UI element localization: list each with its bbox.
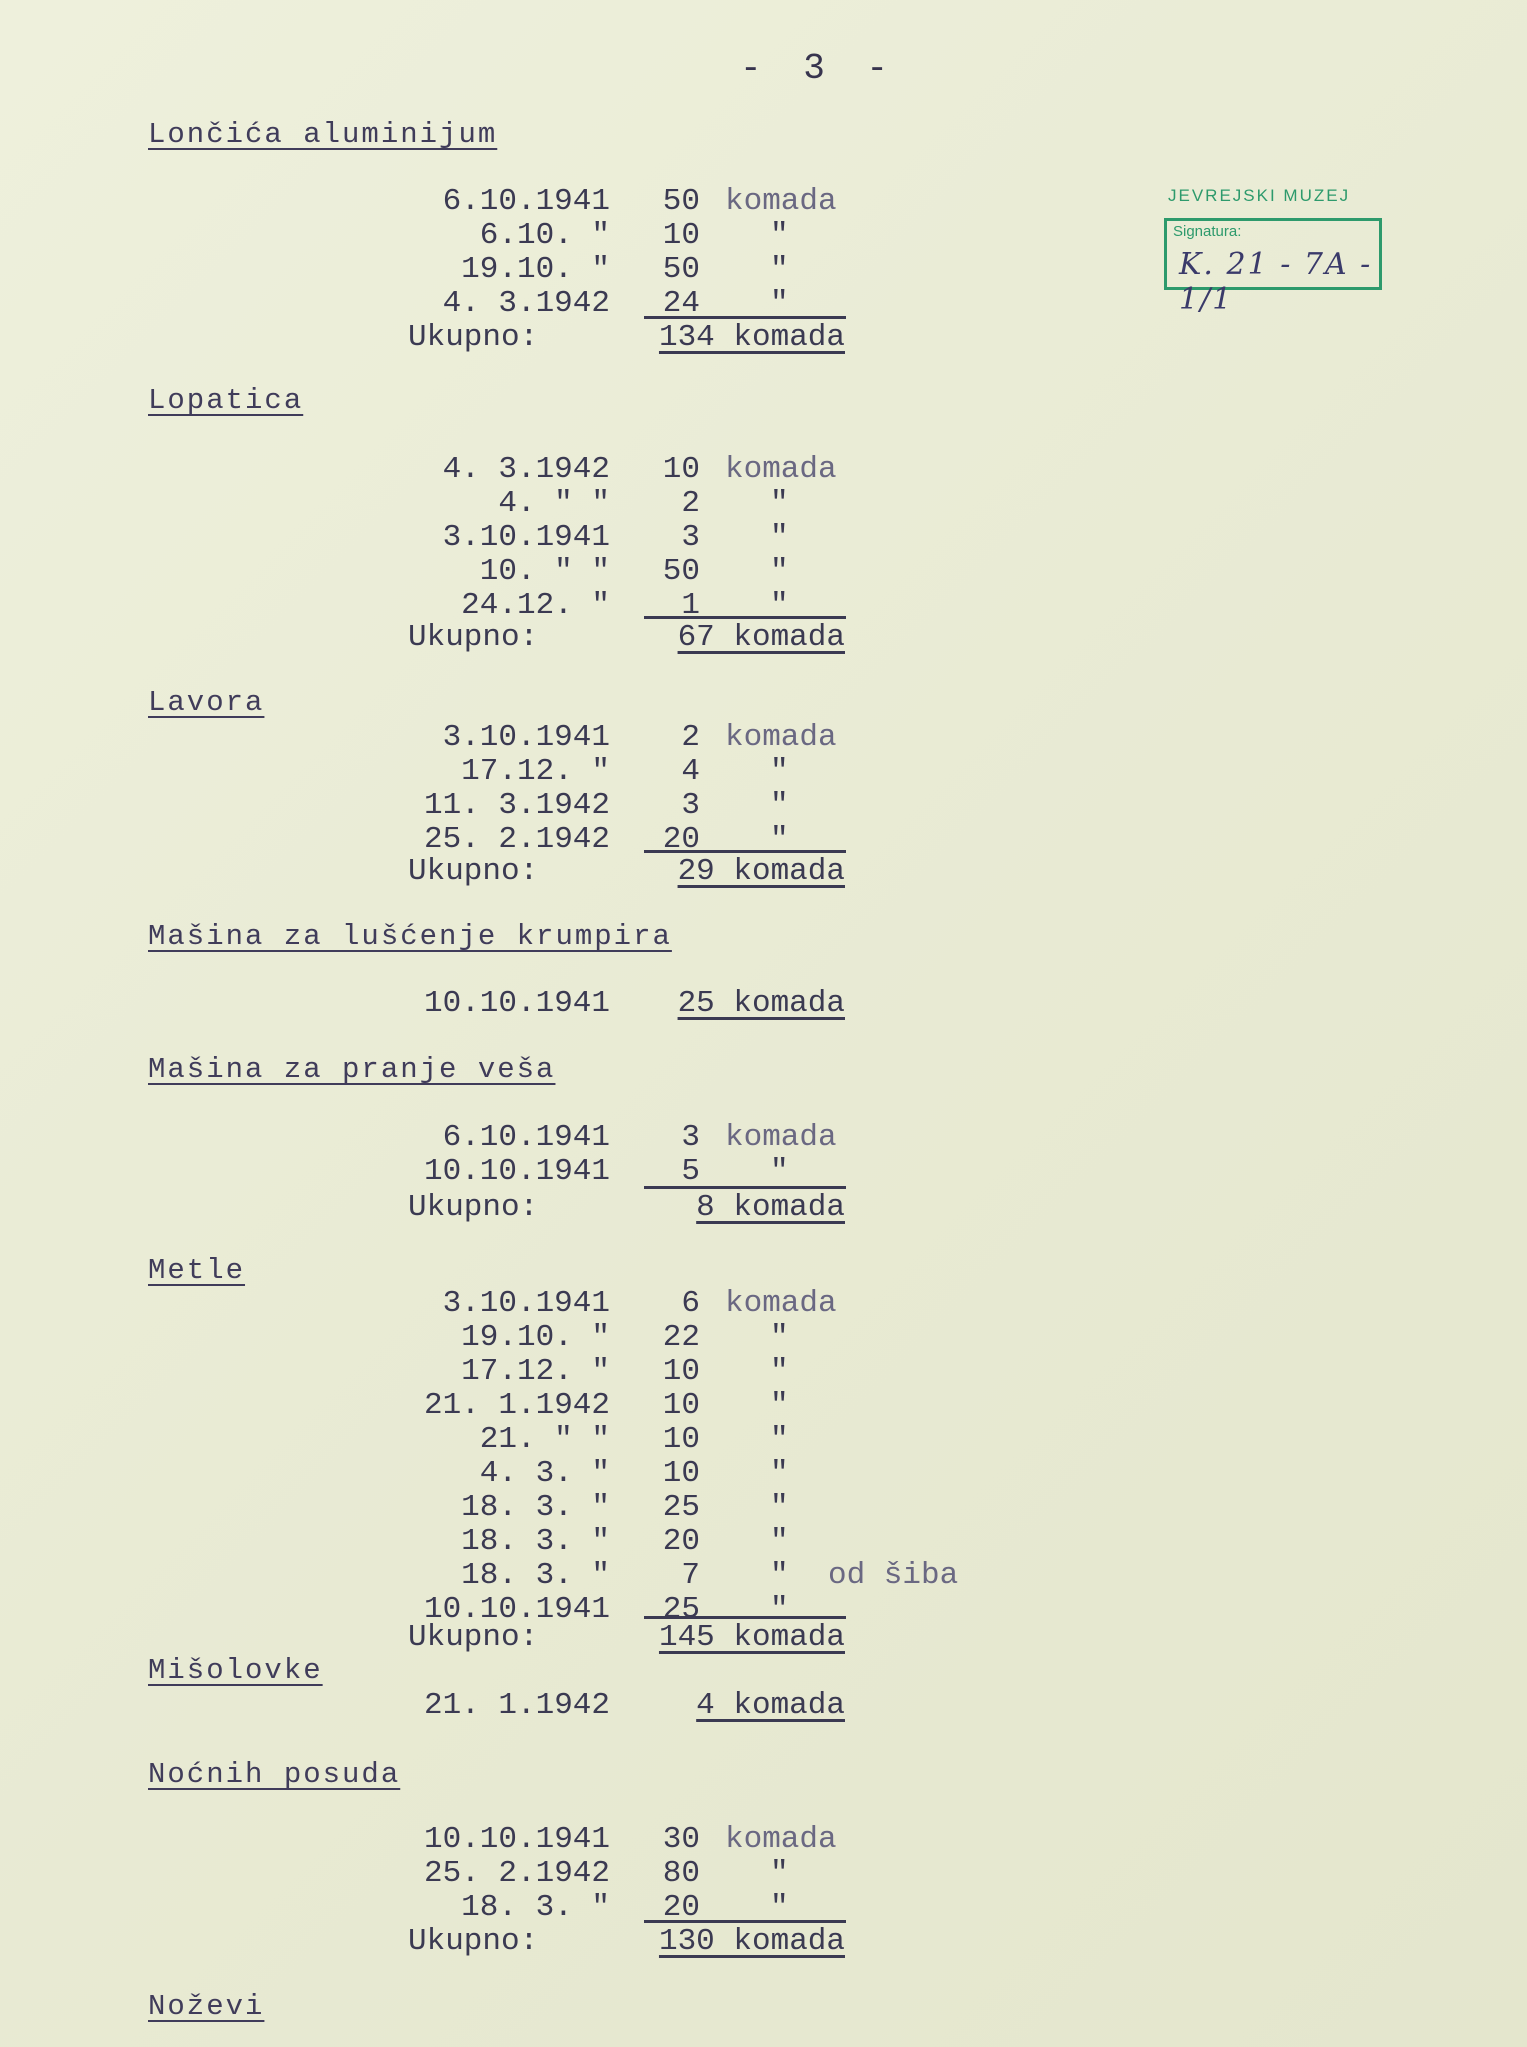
entry-row [0,1120,900,1155]
entry-unit: " [770,1154,789,1189]
sum-line [644,616,846,619]
entry-quantity: 2 [681,486,700,521]
entry-row [0,1154,900,1189]
entry-date: 21. " " [479,1422,610,1457]
entry-row [0,218,900,253]
entry-unit: " [770,1354,789,1389]
total-value: 130 komada [658,1924,845,1959]
section-heading: Mašina za pranje veša [148,1053,556,1086]
entry-unit: komada [725,452,837,487]
entry-row [0,1856,900,1891]
entry-quantity: 50 [662,252,700,287]
stamp-signature-value: K. 21 - 7A - 1/1 [1179,247,1373,317]
page-number: - 3 - [740,48,899,89]
entry-date: 17.12. " [461,754,610,789]
entry-date: 6.10.1941 [442,184,610,219]
entry-quantity: 10 [662,1354,700,1389]
entry-row [0,486,900,521]
entry-date: 18. 3. " [461,1558,610,1593]
entry-date: 4. 3.1942 [442,452,610,487]
entry-quantity: 24 [662,286,700,321]
entry-quantity: 10 [662,218,700,253]
entry-quantity: 5 [681,1154,700,1189]
entry-quantity: 1 [681,588,700,623]
entry-unit: komada [725,1822,837,1857]
entry-date: 18. 3. " [461,1890,610,1925]
section-heading: Mašina za lušćenje krumpira [148,920,672,953]
entry-unit: komada [725,184,837,219]
entry-row [0,1320,900,1355]
entry-row [0,184,900,219]
entry-date: 4. 3. " [479,1456,610,1491]
entry-date: 21. 1.1942 [423,1388,610,1423]
entry-quantity: 50 [662,184,700,219]
entry-quantity: 20 [662,1890,700,1925]
entry-unit: " [770,754,789,789]
entry-unit: " [770,554,789,589]
entry-row [0,1524,900,1559]
total-value: 67 komada [677,620,845,655]
entry-quantity: 4 [681,754,700,789]
entry-date: 10. " " [479,554,610,589]
section-heading: Lopatica [148,384,304,417]
entry-quantity: 10 [662,1456,700,1491]
archive-stamp [1160,186,1380,317]
section-heading: Lončića aluminijum [148,118,498,151]
total-label: Ukupno: [408,1620,539,1655]
total-row [0,854,900,889]
entry-quantity: 22 [662,1320,700,1355]
sum-line [644,1920,846,1923]
entry-date: 19.10. " [461,252,610,287]
entry-unit: " [770,788,789,823]
entry-quantity: 2 [681,720,700,755]
entry-date: 18. 3. " [461,1490,610,1525]
entry-quantity: 10 [662,1422,700,1457]
entry-unit: " [770,1388,789,1423]
entry-unit: " [770,286,789,321]
total-label: Ukupno: [408,320,539,355]
entry-quantity: 20 [662,1524,700,1559]
total-row [0,320,900,355]
entry-date: 19.10. " [461,1320,610,1355]
total-row [0,620,900,655]
entry-row [0,720,900,755]
entry-total: 4 komada [696,1688,845,1723]
entry-date: 10.10.1941 [423,1592,610,1627]
entry-unit: " [770,1320,789,1355]
total-row [0,1924,900,1959]
entry-date: 11. 3.1942 [423,788,610,823]
total-value: 145 komada [658,1620,845,1655]
sum-line [644,316,846,319]
entry-row [0,520,900,555]
entry-date: 10.10.1941 [423,986,610,1021]
section-heading: Mišolovke [148,1654,323,1687]
total-value: 29 komada [677,854,845,889]
total-value: 8 komada [696,1190,845,1225]
total-value: 134 komada [658,320,845,355]
entry-date: 18. 3. " [461,1524,610,1559]
entry-note: od šiba [828,1558,959,1593]
entry-date: 4. 3.1942 [442,286,610,321]
entry-unit: " [770,520,789,555]
entry-quantity: 10 [662,1388,700,1423]
stamp-museum-name: JEVREJSKI MUZEJ [1168,186,1351,205]
entry-quantity: 80 [662,1856,700,1891]
entry-quantity: 10 [662,452,700,487]
entry-row [0,452,900,487]
entry-unit: " [770,1524,789,1559]
entry-quantity: 25 [662,1490,700,1525]
single-entry-row [0,986,900,1021]
entry-date: 21. 1.1942 [423,1688,610,1723]
entry-quantity: 30 [662,1822,700,1857]
entry-unit: " [770,1422,789,1457]
stamp-label: Signatura: [1173,223,1242,240]
entry-quantity: 3 [681,1120,700,1155]
sum-line [644,1616,846,1619]
sum-line [644,1186,846,1189]
entry-unit: komada [725,1120,837,1155]
total-label: Ukupno: [408,620,539,655]
entry-row [0,1388,900,1423]
entry-date: 4. " " [498,486,610,521]
section-heading: Noževi [148,1990,265,2023]
entry-row [0,1286,900,1321]
total-label: Ukupno: [408,854,539,889]
entry-unit: komada [725,720,837,755]
entry-quantity: 7 [681,1558,700,1593]
entry-unit: " [770,588,789,623]
entry-quantity: 3 [681,520,700,555]
entry-unit: komada [725,1286,837,1321]
entry-row [0,286,900,321]
sum-line [644,850,846,853]
total-label: Ukupno: [408,1924,539,1959]
entry-row [0,554,900,589]
entry-unit: " [770,218,789,253]
total-row [0,1620,900,1655]
entry-date: 17.12. " [461,1354,610,1389]
total-label: Ukupno: [408,1190,539,1225]
entry-quantity: 3 [681,788,700,823]
total-row [0,1190,900,1225]
entry-date: 24.12. " [461,588,610,623]
entry-row [0,1890,900,1925]
entry-row [0,1422,900,1457]
entry-unit: " [770,1856,789,1891]
entry-date: 3.10.1941 [442,720,610,755]
entry-quantity: 6 [681,1286,700,1321]
entry-unit: " [770,1490,789,1525]
entry-row [0,1490,900,1525]
entry-row [0,1354,900,1389]
entry-unit: " [770,822,789,857]
entry-unit: " [770,252,789,287]
section-heading: Lavora [148,686,265,719]
entry-row [0,252,900,287]
entry-quantity: 50 [662,554,700,589]
entry-row [0,1558,959,1593]
entry-row [0,1822,900,1857]
stamp-box [1164,218,1382,317]
entry-unit: " [770,1456,789,1491]
section-heading: Noćnih posuda [148,1758,401,1791]
entry-unit: " [770,1592,789,1627]
entry-unit: " [770,486,789,521]
entry-total: 25 komada [677,986,845,1021]
section-heading: Metle [148,1254,246,1287]
entry-date: 10.10.1941 [423,1154,610,1189]
entry-date: 25. 2.1942 [423,822,610,857]
single-entry-row [0,1688,900,1723]
entry-row [0,1456,900,1491]
entry-date: 25. 2.1942 [423,1856,610,1891]
entry-date: 3.10.1941 [442,520,610,555]
entry-date: 10.10.1941 [423,1822,610,1857]
entry-date: 6.10. " [479,218,610,253]
entry-row [0,754,900,789]
entry-unit: " [770,1558,789,1593]
entry-row [0,788,900,823]
entry-unit: " [770,1890,789,1925]
entry-date: 3.10.1941 [442,1286,610,1321]
entry-quantity: 25 [662,1592,700,1627]
entry-quantity: 20 [662,822,700,857]
entry-date: 6.10.1941 [442,1120,610,1155]
